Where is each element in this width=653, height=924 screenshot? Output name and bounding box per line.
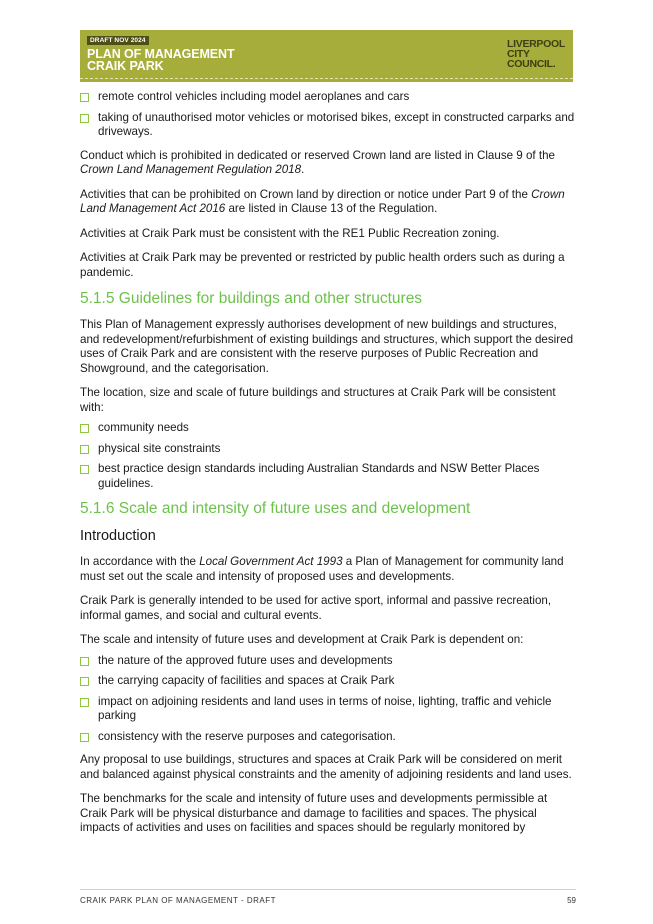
bullet-list-dependencies: [80, 654, 576, 745]
section-heading-5-1-6: 5.1.6 Scale and intensity of future uses and development: [80, 500, 471, 517]
header-banner: [80, 30, 573, 82]
paragraph: Any proposal to use buildings, structures and spaces at Craik Park will be considered on merit and balanced against physical constraints and the amenity of adjoining residents and land uses.: [80, 753, 572, 781]
list-item-text: impact on adjoining residents and land uses in terms of noise, lighting, traffic and vehicle parking: [98, 694, 552, 722]
list-item: [80, 730, 576, 745]
paragraph: The benchmarks for the scale and intensity of future uses and developments permissible at Craik Park will be physical disturbance and damage to facilities and spaces. The physical impacts of activities and uses on facilities and spaces should be regularly monitored by: [80, 792, 548, 834]
logo-line: CITY: [507, 48, 530, 60]
square-bullet-icon: [80, 114, 89, 123]
text: .: [301, 163, 305, 176]
list-item-text: the nature of the approved future uses and developments: [98, 653, 393, 667]
list-item-text: taking of unauthorised motor vehicles or motorised bikes, except in constructed carparks and driveways.: [98, 110, 575, 138]
list-item: [80, 111, 576, 140]
paragraph: Activities at Craik Park may be prevented or restricted by public health orders such as during a pandemic.: [80, 251, 565, 279]
text: a Plan of Management for community land must set out the scale and intensity of proposed uses and developments.: [80, 555, 564, 583]
text: are listed in Clause 13 of the Regulation.: [225, 202, 438, 215]
liverpool-council-logo: [507, 39, 565, 69]
list-item: [80, 674, 576, 689]
square-bullet-icon: [80, 677, 89, 686]
page-content: [80, 90, 576, 846]
paragraph: The scale and intensity of future uses and development at Craik Park is dependent on:: [80, 633, 524, 646]
page-number: 59: [567, 896, 576, 905]
list-item-text: community needs: [98, 421, 189, 434]
document-title: [87, 48, 235, 72]
square-bullet-icon: [80, 698, 89, 707]
document-title-line2: CRAIK PARK: [87, 59, 164, 73]
list-item-text: best practice design standards including Australian Standards and NSW Better Places guidelines.: [98, 462, 540, 490]
paragraph: Activities at Craik Park must be consistent with the RE1 Public Recreation zoning.: [80, 226, 500, 240]
text: Conduct which is prohibited in dedicated or reserved Crown land are listed in Clause 9 of the: [80, 148, 555, 162]
logo-line: COUNCIL.: [507, 58, 556, 70]
list-item-text: consistency with the reserve purposes and categorisation.: [98, 729, 396, 743]
square-bullet-icon: [80, 733, 89, 742]
text: In accordance with the: [80, 555, 200, 568]
banner-dashed-rule: [80, 78, 573, 79]
square-bullet-icon: [80, 657, 89, 666]
paragraph: This Plan of Management expressly authorises development of new buildings and structures, and redevelopment/refurbishment of existing buildings and structures, which support the desired uses of Craik Park and are consistent with the reserve purposes of Public Recreation and Showground, and the categorisation.: [80, 318, 574, 375]
section-heading-5-1-5: 5.1.5 Guidelines for buildings and other structures: [80, 290, 423, 307]
square-bullet-icon: [80, 445, 89, 454]
text: Activities that can be prohibited on Crown land by direction or notice under Part 9 of the: [80, 187, 532, 201]
list-item-text: remote control vehicles including model aeroplanes and cars: [98, 90, 410, 103]
square-bullet-icon: [80, 93, 89, 102]
document-title-line1: PLAN OF MANAGEMENT: [87, 47, 235, 61]
footer-divider: [80, 889, 576, 890]
list-item-text: physical site constraints: [98, 441, 221, 455]
paragraph: The location, size and scale of future buildings and structures at Craik Park will be consistent with:: [80, 386, 556, 414]
list-item: [80, 90, 576, 105]
regulation-citation: Crown Land Management Regulation 2018: [80, 163, 302, 176]
logo-line: LIVERPOOL: [507, 38, 565, 50]
act-citation: Crown Land Management Act 2016: [80, 187, 565, 215]
bullet-list-consistency: [80, 421, 576, 491]
square-bullet-icon: [80, 424, 89, 433]
list-item: [80, 695, 576, 724]
draft-tag: DRAFT NOV 2024: [87, 36, 149, 45]
list-item: [80, 462, 576, 491]
act-citation: Local Government Act 1993: [199, 555, 343, 568]
paragraph: [80, 149, 576, 178]
subheading-introduction: Introduction: [80, 528, 156, 544]
paragraph: Craik Park is generally intended to be used for active sport, informal and passive recreation, informal games, and social and cultural events.: [80, 594, 552, 622]
bullet-list-prohibited: [80, 90, 576, 140]
footer-document-name: CRAIK PARK PLAN OF MANAGEMENT - DRAFT: [80, 896, 277, 905]
square-bullet-icon: [80, 465, 89, 474]
list-item: [80, 421, 576, 436]
paragraph: [80, 555, 576, 584]
list-item: [80, 442, 576, 457]
list-item: [80, 654, 576, 669]
paragraph: [80, 188, 576, 217]
list-item-text: the carrying capacity of facilities and spaces at Craik Park: [98, 674, 395, 687]
